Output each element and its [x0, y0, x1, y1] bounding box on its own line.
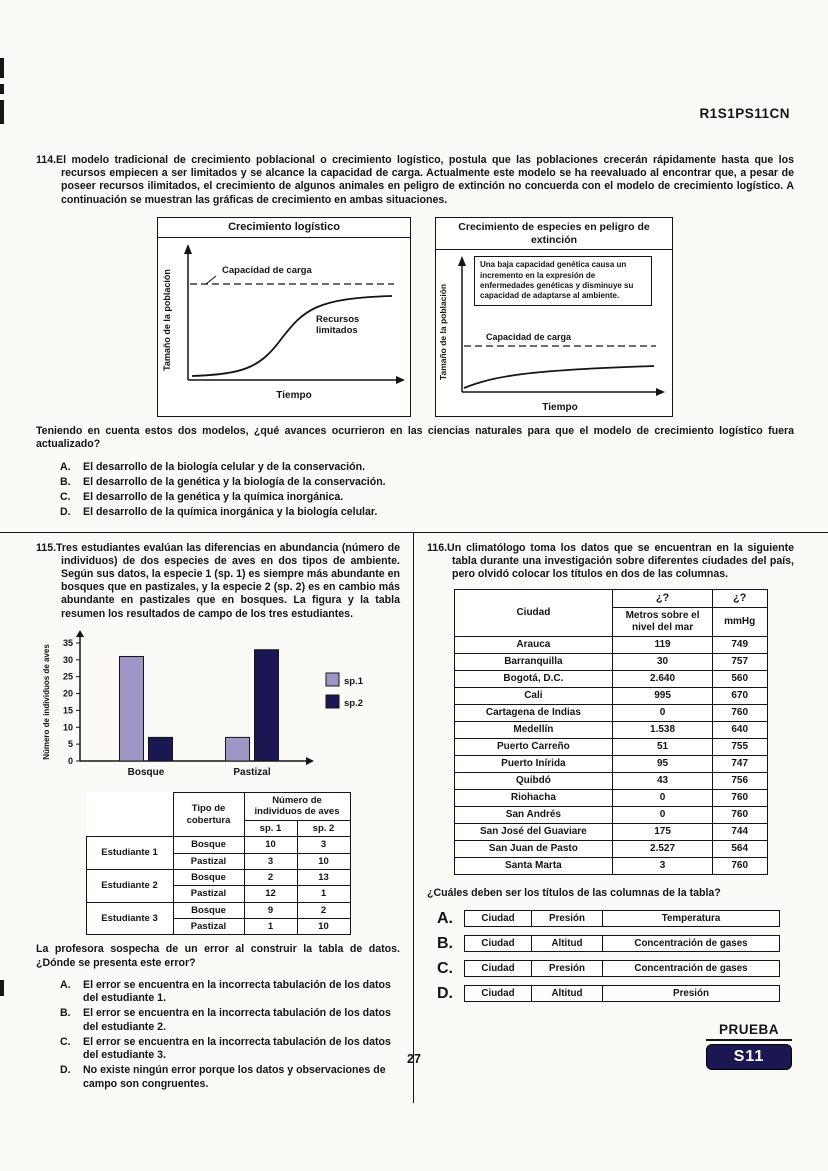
- x-axis-label: Tiempo: [542, 402, 578, 414]
- q116-table-row: [454, 671, 767, 688]
- value-cell: 564: [712, 841, 767, 858]
- q115-table-row: [86, 837, 350, 853]
- col-header-aves: Número de individuos de aves: [244, 792, 350, 820]
- svg-text:20: 20: [62, 688, 73, 699]
- capacity-label: Capacidad de carga: [486, 332, 572, 343]
- question-114: [0, 0, 828, 520]
- coverage-cell: Pastizal: [173, 853, 244, 869]
- value-cell: 119: [613, 637, 713, 654]
- city-cell: Medellín: [454, 722, 613, 739]
- count-cell: 10: [297, 853, 350, 869]
- figure-title: Crecimiento de especies en peligro de extinción: [436, 218, 672, 250]
- city-cell: Puerto Carreño: [454, 739, 613, 756]
- value-cell: 757: [712, 654, 767, 671]
- col-header-cobertura: Tipo de cobertura: [173, 792, 244, 836]
- count-cell: 10: [244, 837, 297, 853]
- q115-options: [36, 979, 400, 1091]
- q116-question: ¿Cuáles deben ser los títulos de las columnas de la tabla?: [427, 887, 721, 900]
- two-column-section: [0, 532, 828, 1103]
- q115-table-row: [86, 902, 350, 918]
- value-cell: 95: [613, 756, 713, 773]
- q116-table-row: [454, 705, 767, 722]
- city-cell: Quibdó: [454, 773, 613, 790]
- city-cell: Riohacha: [454, 790, 613, 807]
- q116-table: [454, 589, 768, 875]
- coverage-cell: Bosque: [173, 869, 244, 885]
- q116-table-row: [454, 739, 767, 756]
- figure-endangered-species: [435, 217, 673, 417]
- value-cell: 51: [613, 739, 713, 756]
- svg-text:Bosque: Bosque: [127, 766, 165, 778]
- q114-options: [36, 461, 794, 520]
- q114-option-a: A. El desarrollo de la biología celular y de la conservación.: [60, 460, 366, 473]
- page-number: 27: [407, 1052, 421, 1066]
- q116-table-row: [454, 688, 767, 705]
- q114-option-b: B. El desarrollo de la genética y la biología de la conservación.: [60, 475, 386, 488]
- value-cell: 995: [613, 688, 713, 705]
- student-label: Estudiante 2: [86, 869, 173, 902]
- value-cell: 756: [712, 773, 767, 790]
- value-cell: 1.538: [613, 722, 713, 739]
- prueba-label: PRUEBA: [706, 1022, 792, 1041]
- question-116: [414, 533, 828, 1103]
- q114-figures: [36, 217, 794, 417]
- y-axis-label: Tamaño de la población: [162, 269, 172, 372]
- count-cell: 2: [244, 869, 297, 885]
- q116-table-row: [454, 722, 767, 739]
- unknown-column-header-2: ¿?: [712, 590, 767, 608]
- value-cell: 744: [712, 824, 767, 841]
- option-table: Ciudad Altitud Presión: [464, 985, 780, 1002]
- col-header-ciudad: Ciudad: [454, 590, 613, 637]
- count-cell: 1: [244, 919, 297, 935]
- svg-text:35: 35: [62, 637, 73, 648]
- count-cell: 10: [297, 919, 350, 935]
- value-cell: 560: [712, 671, 767, 688]
- q115-table-row: [86, 869, 350, 885]
- city-cell: San Juan de Pasto: [454, 841, 613, 858]
- col-header-metros: Metros sobre el nivel del mar: [613, 608, 713, 637]
- col-header-sp1: sp. 1: [244, 820, 297, 836]
- city-cell: Puerto Inírida: [454, 756, 613, 773]
- question-115: [0, 533, 414, 1103]
- count-cell: 2: [297, 902, 350, 918]
- q116-table-row: [454, 858, 767, 875]
- q114-number: 114.: [36, 154, 57, 166]
- q116-table-row: [454, 824, 767, 841]
- scan-artifact: [0, 100, 4, 124]
- q114-stem: 114.El modelo tradicional de crecimiento poblacional o crecimiento logístico, postula que las poblaciones crecerán rápidamente hasta que los recursos empiecen a ser limitados y se alcance la capacidad de carga. Actualmente este modelo se ha reevaluado al encontrar que, a pesar de poseer recursos ilimitados, el crecimiento de algunos animales en peligro de extinción no concuerda con el modelo de crecimiento logístico. A continuación se muestran las gráficas de crecimiento en ambas situaciones.: [36, 154, 794, 206]
- coverage-cell: Pastizal: [173, 919, 244, 935]
- q116-table-row: [454, 807, 767, 824]
- count-cell: 3: [297, 837, 350, 853]
- option-table: Ciudad Altitud Concentración de gases: [464, 935, 780, 952]
- value-cell: 760: [712, 858, 767, 875]
- value-cell: 30: [613, 654, 713, 671]
- col-header-mmhg: mmHg: [712, 608, 767, 637]
- svg-text:Pastizal: Pastizal: [233, 766, 271, 778]
- value-cell: 749: [712, 637, 767, 654]
- svg-text:limitados: limitados: [316, 325, 358, 337]
- count-cell: 3: [244, 853, 297, 869]
- value-cell: 2.527: [613, 841, 713, 858]
- q116-option-b: B. Ciudad Altitud Concentración de gases: [437, 935, 794, 953]
- q116-table-row: [454, 756, 767, 773]
- city-cell: San José del Guaviare: [454, 824, 613, 841]
- q116-stem: 116.Un climatólogo toma los datos que se encuentran en la siguiente tabla durante una investigación sobre diferentes ciudades del país, pero olvidó colocar los títulos en dos de las columnas.: [427, 541, 794, 580]
- resources-label: Recursos: [316, 314, 360, 326]
- q116-option-a: A. Ciudad Presión Temperatura: [437, 910, 794, 928]
- scan-artifact: [0, 58, 4, 78]
- svg-text:sp.2: sp.2: [344, 697, 364, 709]
- q116-table-row: [454, 654, 767, 671]
- value-cell: 755: [712, 739, 767, 756]
- svg-text:25: 25: [62, 671, 73, 682]
- city-cell: San Andrés: [454, 807, 613, 824]
- q114-question: Teniendo en cuenta estos dos modelos, ¿qué avances ocurrieron en las ciencias naturales para que el modelo de crecimiento logístico fuera actualizado?: [36, 425, 794, 451]
- q115-option-c: C. El error se encuentra en la incorrecta tabulación de los datos del estudiante 3.: [60, 1035, 391, 1062]
- value-cell: 0: [613, 705, 713, 722]
- svg-text:5: 5: [67, 739, 73, 750]
- q115-bar-chart: [38, 629, 374, 781]
- q115-option-a: A. El error se encuentra en la incorrecta tabulación de los datos del estudiante 1.: [60, 978, 391, 1005]
- q116-table-row: [454, 773, 767, 790]
- value-cell: 175: [613, 824, 713, 841]
- q116-option-c: C. Ciudad Presión Concentración de gases: [437, 960, 794, 978]
- q115-question: La profesora sospecha de un error al construir la tabla de datos. ¿Dónde se presenta este error?: [36, 943, 400, 969]
- value-cell: 670: [712, 688, 767, 705]
- city-cell: Cali: [454, 688, 613, 705]
- q115-stem: 115.Tres estudiantes evalúan las diferencias en abundancia (número de individuos) de dos especies de aves en dos tipos de ambiente. Según sus datos, la especie 1 (sp. 1) es siempre más abundante en bosques que en pastizales, y la especie 2 (sp. 2) es en cambio más abundante en pastizales que en bosques. La figura y la tabla resumen los resultados de campo de los tres estudiantes.: [36, 541, 400, 620]
- count-cell: 12: [244, 886, 297, 902]
- value-cell: 0: [613, 790, 713, 807]
- svg-text:0: 0: [67, 755, 73, 766]
- count-cell: 9: [244, 902, 297, 918]
- logistic-growth-chart: [158, 240, 408, 404]
- q115-table: [86, 792, 351, 936]
- y-axis-label: Tamaño de la población: [438, 284, 448, 381]
- figure-title: Crecimiento logístico: [158, 218, 410, 238]
- booklet-badge: S11: [706, 1044, 792, 1070]
- form-code: R1S1PS11CN: [699, 106, 790, 121]
- value-cell: 43: [613, 773, 713, 790]
- scan-artifact: [0, 84, 4, 94]
- svg-text:sp.1: sp.1: [344, 675, 364, 687]
- figure-logistic-growth: [157, 217, 411, 417]
- option-table: Ciudad Presión Temperatura: [464, 910, 780, 927]
- capacity-label: Capacidad de carga: [222, 265, 312, 277]
- city-cell: Bogotá, D.C.: [454, 671, 613, 688]
- value-cell: 760: [712, 807, 767, 824]
- q116-table-row: [454, 637, 767, 654]
- value-cell: 3: [613, 858, 713, 875]
- city-cell: Arauca: [454, 637, 613, 654]
- q116-options: [427, 910, 794, 1003]
- q114-option-c: C. El desarrollo de la genética y la química inorgánica.: [60, 491, 344, 504]
- q114-option-d: D. El desarrollo de la química inorgánica y la biología celular.: [60, 506, 378, 519]
- col-header-sp2: sp. 2: [297, 820, 350, 836]
- value-cell: 640: [712, 722, 767, 739]
- city-cell: Santa Marta: [454, 858, 613, 875]
- count-cell: 13: [297, 869, 350, 885]
- x-axis-label: Tiempo: [276, 390, 312, 402]
- q115-option-d: D. No existe ningún error porque los datos y observaciones de campo son congruentes.: [60, 1064, 386, 1090]
- q115-option-b: B. El error se encuentra en la incorrecta tabulación de los datos del estudiante 2.: [60, 1007, 391, 1033]
- count-cell: 1: [297, 886, 350, 902]
- value-cell: 747: [712, 756, 767, 773]
- value-cell: 0: [613, 807, 713, 824]
- q116-option-d: D. Ciudad Altitud Presión: [437, 985, 794, 1003]
- q116-table-row: [454, 790, 767, 807]
- q116-table-row: [454, 841, 767, 858]
- student-label: Estudiante 3: [86, 902, 173, 935]
- value-cell: 760: [712, 790, 767, 807]
- value-cell: 760: [712, 705, 767, 722]
- svg-text:Número de individuos de aves: Número de individuos de aves: [42, 644, 51, 760]
- option-table: Ciudad Presión Concentración de gases: [464, 960, 780, 977]
- coverage-cell: Pastizal: [173, 886, 244, 902]
- city-cell: Cartagena de Indias: [454, 705, 613, 722]
- value-cell: 2.640: [613, 671, 713, 688]
- unknown-column-header-1: ¿?: [613, 590, 713, 608]
- student-label: Estudiante 1: [86, 837, 173, 870]
- scan-artifact: [0, 980, 4, 996]
- coverage-cell: Bosque: [173, 902, 244, 918]
- q115-number: 115.: [36, 541, 57, 554]
- q116-number: 116.: [427, 541, 448, 554]
- genetic-capacity-note: Una baja capacidad genética causa un incremento en la expresión de enfermedades genéticas y disminuye su capacidad de adaptarse al ambiente.: [474, 256, 652, 306]
- coverage-cell: Bosque: [173, 837, 244, 853]
- svg-text:10: 10: [62, 722, 73, 733]
- svg-text:15: 15: [62, 705, 73, 716]
- booklet-badge-block: [706, 1022, 792, 1070]
- svg-text:30: 30: [62, 654, 73, 665]
- city-cell: Barranquilla: [454, 654, 613, 671]
